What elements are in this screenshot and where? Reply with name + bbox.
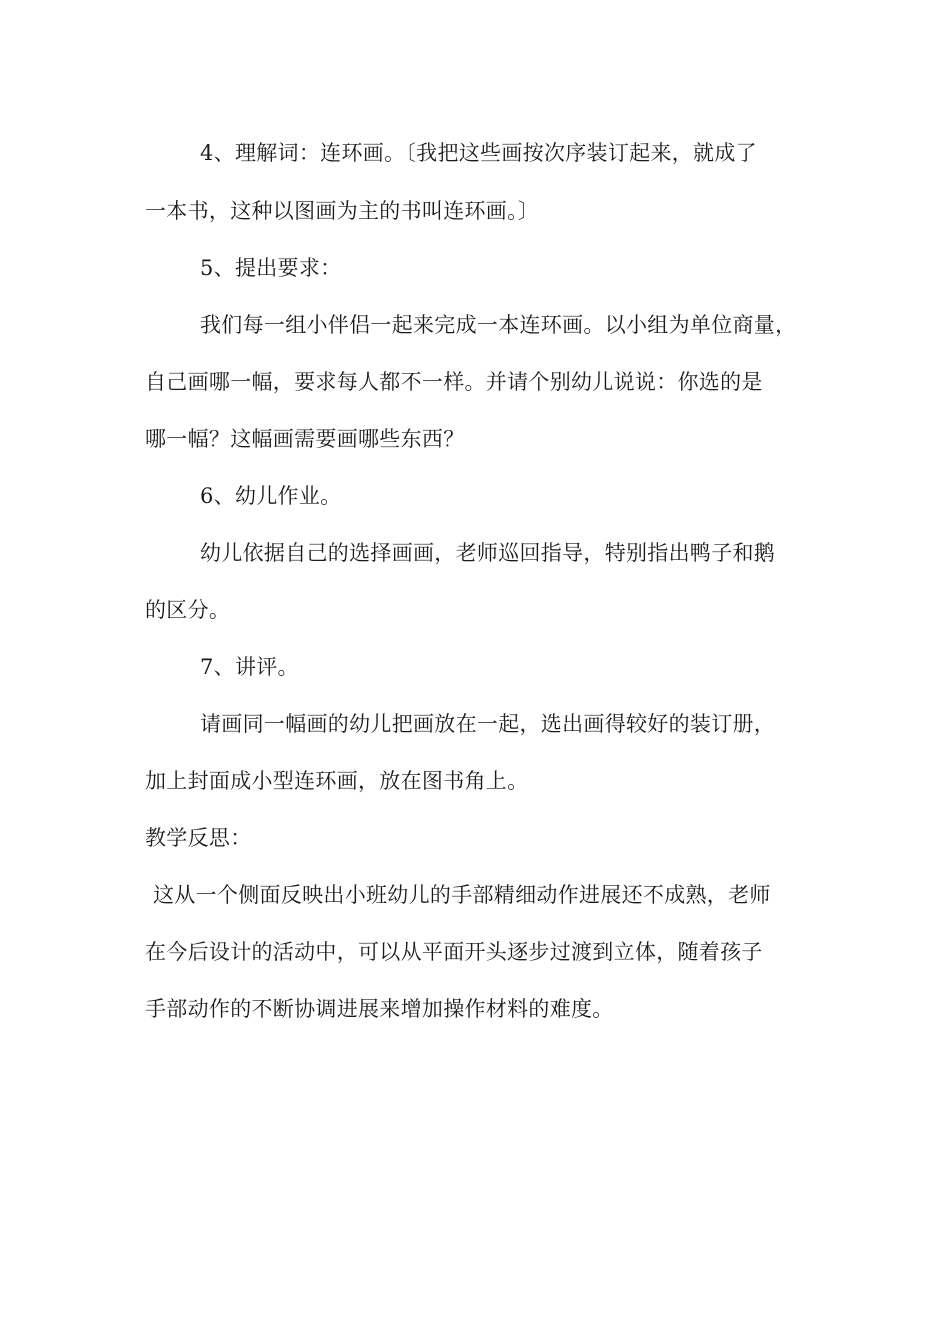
step-6-heading: 6、幼儿作业。 xyxy=(200,484,342,508)
step-5-paragraph-line-3: 哪一幅？这幅画需要画哪些东西？ xyxy=(145,427,465,451)
reflection-heading: 教学反思： xyxy=(145,826,252,850)
reflection-line-1: 这从一个侧面反映出小班幼儿的手部精细动作进展还不成熟，老师 xyxy=(153,883,771,907)
step-4-line-2: 一本书，这种以图画为主的书叫连环画。〕 xyxy=(145,199,540,223)
step-4-line-1: 4、理解词：连环画。〔我把这些画按次序装订起来，就成了 xyxy=(200,141,757,165)
step-7-paragraph-line-1: 请画同一幅画的幼儿把画放在一起，选出画得较好的装订册， xyxy=(200,712,776,736)
step-6-paragraph-line-2: 的区分。 xyxy=(145,598,231,622)
step-5-paragraph-line-1: 我们每一组小伴侣一起来完成一本连环画。以小组为单位商量， xyxy=(200,313,797,337)
reflection-line-2: 在今后设计的活动中，可以从平面开头逐步过渡到立体，随着孩子 xyxy=(145,940,763,964)
reflection-line-3: 手部动作的不断协调进展来增加操作材料的难度。 xyxy=(145,997,614,1021)
step-7-paragraph-line-2: 加上封面成小型连环画，放在图书角上。 xyxy=(145,769,529,793)
step-7-heading: 7、讲评。 xyxy=(200,655,299,679)
step-5-heading: 5、提出要求： xyxy=(200,256,342,280)
step-5-paragraph-line-2: 自己画哪一幅，要求每人都不一样。并请个别幼儿说说：你选的是 xyxy=(145,370,763,394)
step-6-paragraph-line-1: 幼儿依据自己的选择画画，老师巡回指导，特别指出鸭子和鹅 xyxy=(200,541,776,565)
